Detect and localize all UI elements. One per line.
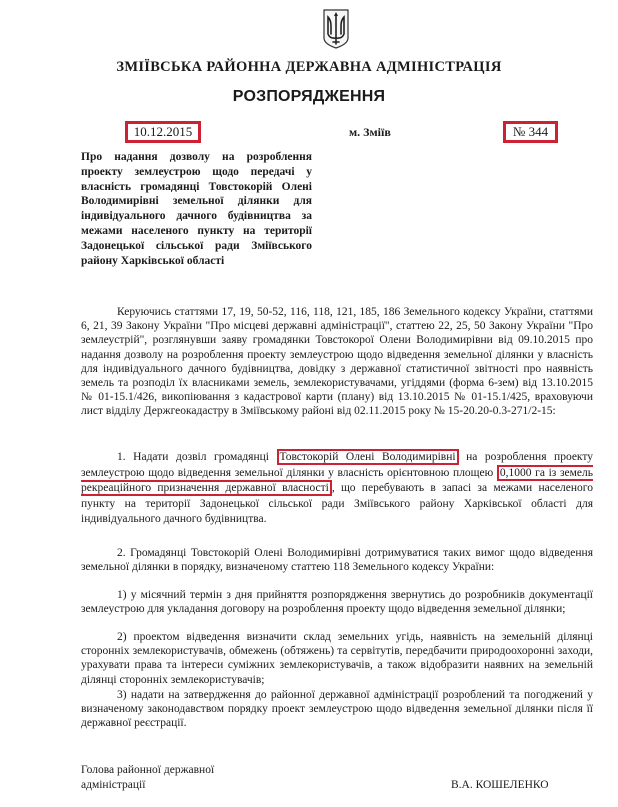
paragraph-1-middle: на розроблення проекту землеустрою щодо відведення земельної ділянки у власність орієнтовною площею bbox=[81, 451, 593, 479]
document-subject: Про надання дозволу на розроблення проекту землеустрою щодо передачі у власність громадянці Товстокорій Олені Володимирівні земельної ділянки для індивідуального дачного будівництва за межами населеного пункту на території Задонецької сільської ради Зміївського району Харківської області bbox=[81, 151, 312, 267]
highlighted-name: Товстокорій Олені Володимирівні bbox=[277, 449, 459, 465]
document-city: м. Зміїв bbox=[349, 125, 391, 139]
document-type: РОЗПОРЯДЖЕННЯ bbox=[232, 88, 386, 105]
signatory-position-line-2: адміністрації bbox=[81, 778, 146, 791]
signatory-position-line-1: Голова районної державної bbox=[81, 764, 215, 776]
preamble-paragraph: Керуючись статтями 17, 19, 50-52, 116, 118, 121, 185, 186 Земельного кодексу України, статтями 6, 21, 39 Закону України "Про місцеві державні адміністрації", статтею 22, 25, 50 Закону України "Про землеустрій", розглянувши заяву громадянки Товстокорої Олени Володимирівни від 09.10.2015 про надання дозволу на розроблення проекту землеустрою щодо відведення земельної ділянки у власність для індивідуального дачного будівництва, довідку з державної статистичної звітності про наявність земель та розподіл їх власниками земель, землекористувачами, угіддями (форма 6-зем) від 13.10.2015 № 01-15.1/426, викопіювання з кадастрової карти (плану) від 13.10.2015 № 01-15.1/425, враховуючи лист відділу Держгеокадастру в Зміївському районі від 02.11.2015 року № 15-20.20-0.3-271/2-15: bbox=[81, 306, 593, 418]
paragraph-1-start: 1. Надати дозвіл громадянці bbox=[117, 451, 277, 463]
signatory-position bbox=[81, 763, 214, 792]
document-number: № 344 bbox=[503, 121, 558, 143]
paragraph-2: 2. Громадянці Товстокорій Олені Володимирівні дотримуватися таких вимог щодо відведення земельної ділянки в порядку, визначеному статтею 118 Земельного кодексу України: bbox=[81, 547, 593, 574]
agency-title: ЗМІЇВСЬКА РАЙОННА ДЕРЖАВНА АДМІНІСТРАЦІЯ bbox=[116, 59, 502, 75]
paragraph-2-item-3: 3) надати на затвердження до районної державної адміністрації розроблений та погоджений у визначеному законодавством порядку проект землеустрою щодо відведення земельної ділянки після її державної реєстрації. bbox=[81, 689, 593, 730]
paragraph-2-item-1: 1) у місячний термін з дня прийняття розпорядження звернутись до розробників документації землеустрою для укладання договору на розроблення проекту щодо відведення земельної ділянки; bbox=[81, 589, 593, 616]
paragraph-1 bbox=[81, 450, 593, 528]
signatory-name: В.А. КОШЕЛЕНКО bbox=[451, 779, 549, 791]
document-date: 10.12.2015 bbox=[125, 121, 201, 143]
highlighted-area: 0,1000 га із земель рекреаційного призначення державної власності bbox=[81, 466, 594, 495]
paragraph-2-item-2: 2) проектом відведення визначити склад земельних угідь, наявність на земельній ділянці сторонніх землекористувачів, обмежень (обтяжень) та сервітутів, передбачити природоохоронні заходи, урахувати права та інтереси суміжних землекористувачів, а також відобразити наявних на земельній ділянці сторонніх землекористувачів; bbox=[81, 631, 593, 686]
paragraph-1-end: , що перебувають в запасі за межами населеного пункту на території Задонецької сільської ради Зміївського району Харківської області для індивідуального дачного будівництва. bbox=[81, 482, 593, 526]
trident-emblem-icon bbox=[322, 8, 350, 50]
